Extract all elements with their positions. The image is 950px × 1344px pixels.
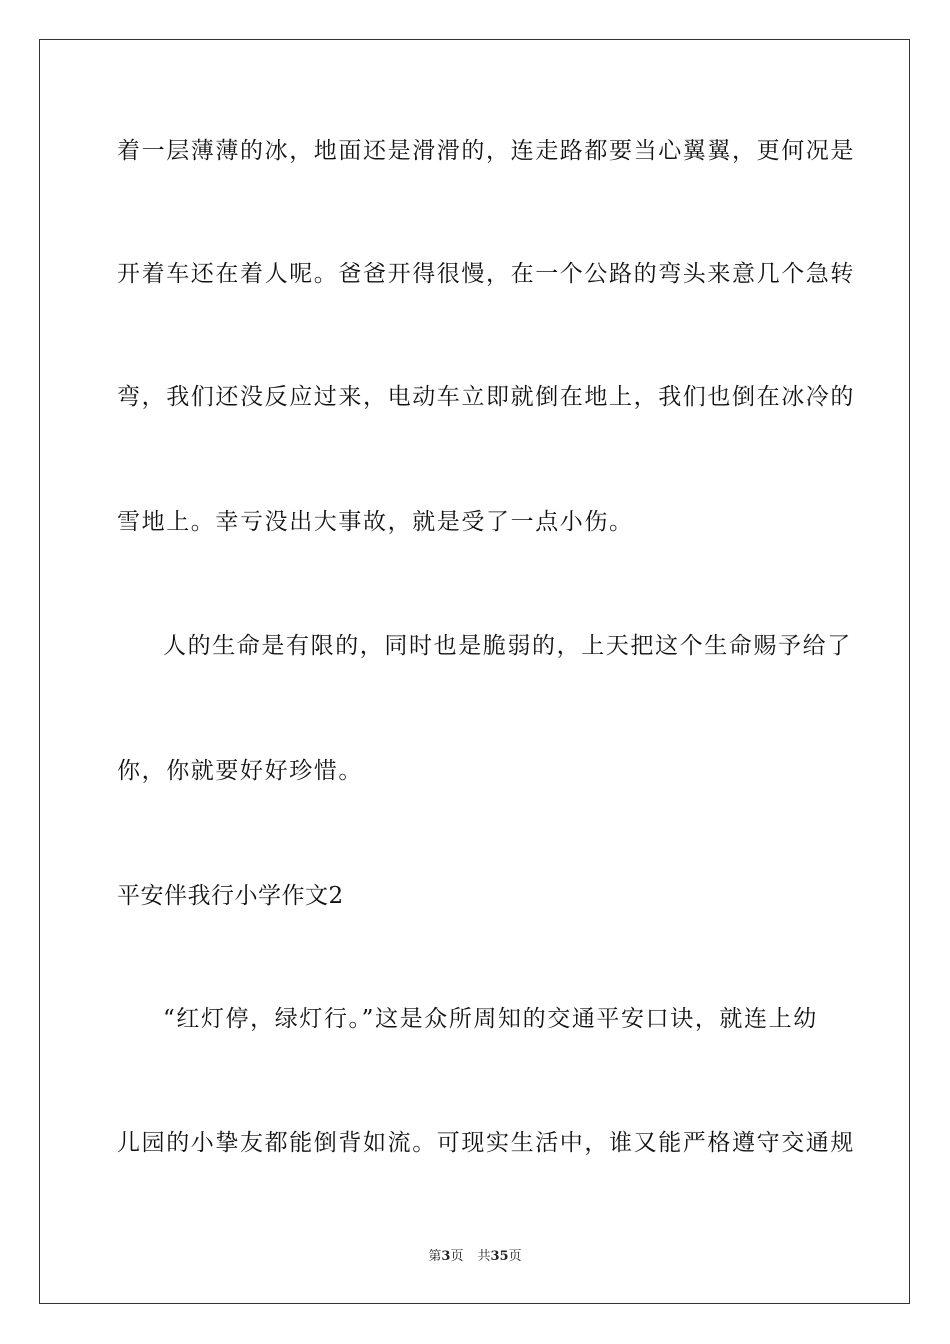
page-number: 3 <box>441 1249 451 1264</box>
paragraph-first-line: 人的生命是有限的，同时也是脆弱的，上天把这个生命赐予给了 <box>163 633 852 659</box>
body-text-line: 雪地上。幸亏没出大事故，就是受了一点小伤。 <box>117 509 634 535</box>
page-suffix: 页 <box>450 1249 464 1264</box>
page-footer <box>0 1249 950 1265</box>
body-text-line: 你，你就要好好珍惜。 <box>117 758 363 784</box>
total-prefix: 共 <box>477 1249 491 1264</box>
body-text-line: 儿园的小挚友都能倒背如流。可现实生活中，谁又能严格遵守交通规 <box>117 1130 855 1156</box>
body-text-line: 着一层薄薄的冰，地面还是滑滑的，连走路都要当心翼翼，更何况是 <box>117 138 855 164</box>
paragraph-first-line: “红灯停，绿灯行。”这是众所周知的交通平安口诀，就连上幼 <box>163 1006 818 1032</box>
page-prefix: 第 <box>428 1249 442 1264</box>
total-pages: 35 <box>490 1249 509 1264</box>
body-text-line: 弯，我们还没反应过来，电动车立即就倒在地上，我们也倒在冰冷的 <box>117 384 855 410</box>
total-suffix: 页 <box>508 1249 522 1264</box>
body-text-line: 开着车还在着人呢。爸爸开得很慢，在一个公路的弯头来意几个急转 <box>117 261 855 287</box>
section-heading: 平安伴我行小学作文2 <box>117 883 344 909</box>
page-border <box>39 39 910 1304</box>
